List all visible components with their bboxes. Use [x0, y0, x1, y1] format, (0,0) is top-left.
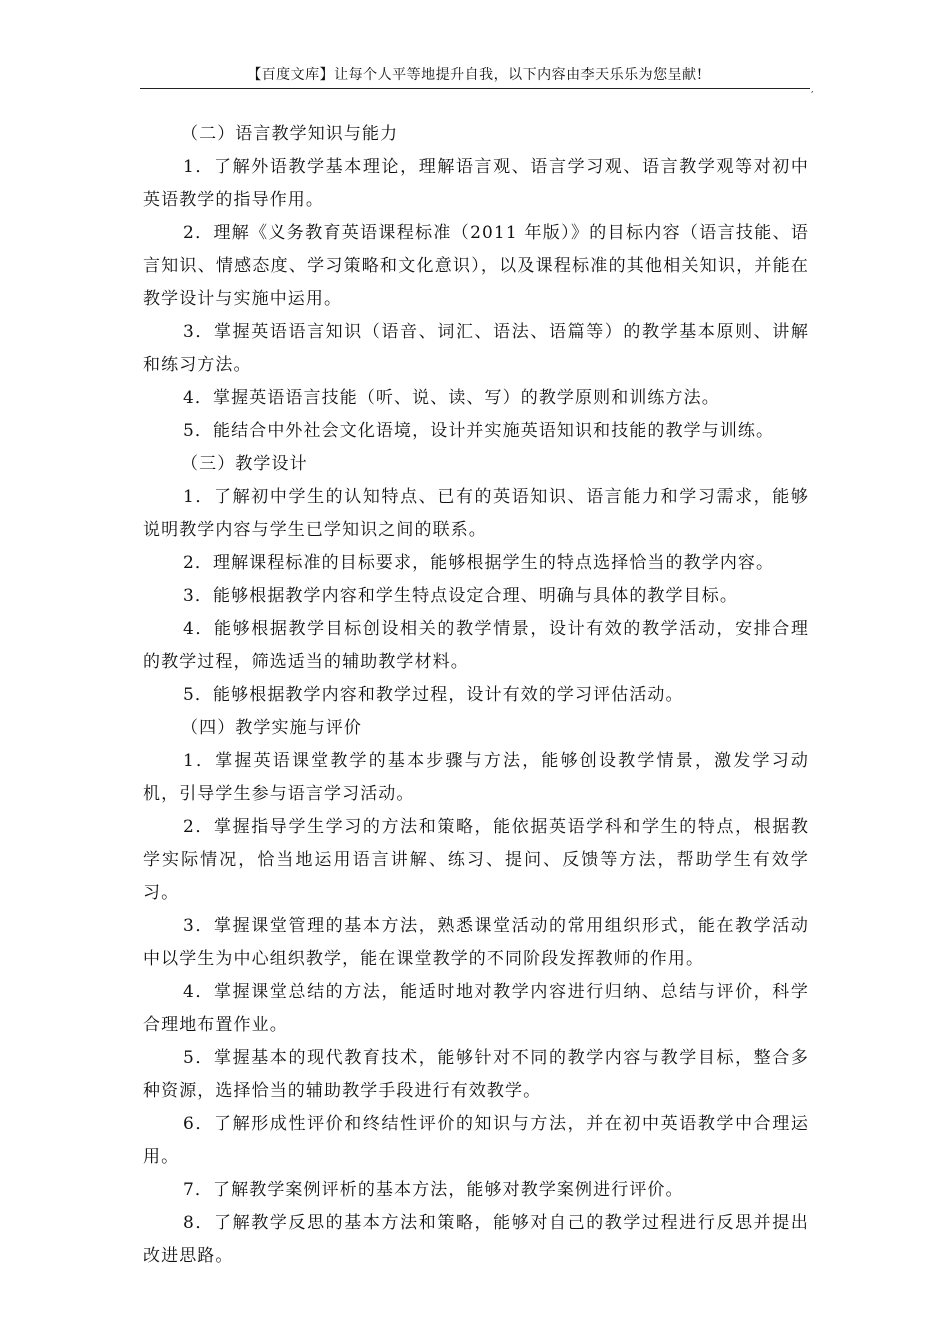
paragraph: 3．掌握课堂管理的基本方法，熟悉课堂活动的常用组织形式，能在教学活动中以学生为中心组织教学，能在课堂教学的不同阶段发挥教师的作用。	[143, 916, 809, 969]
paragraph: 4．掌握课堂总结的方法，能适时地对教学内容进行归纳、总结与评价，科学合理地布置作业。	[143, 982, 809, 1035]
paragraph: 2．理解《义务教育英语课程标准（2011 年版）》的目标内容（语言技能、语言知识、情感态度、学习策略和文化意识），以及课程标准的其他相关知识，并能在教学设计与实施中运用。	[143, 223, 809, 309]
paragraph: 5．能结合中外社会文化语境，设计并实施英语知识和技能的教学与训练。	[183, 421, 775, 441]
paragraph: 7．了解教学案例评析的基本方法，能够对教学案例进行评价。	[183, 1180, 684, 1200]
paragraph: 1．了解初中学生的认知特点、已有的英语知识、语言能力和学习需求，能够说明教学内容与学生已学知识之间的联系。	[143, 487, 809, 540]
header-divider	[140, 88, 810, 89]
section-heading: （二）语言教学知识与能力	[181, 124, 399, 144]
paragraph: 8．了解教学反思的基本方法和策略，能够对自己的教学过程进行反思并提出改进思路。	[143, 1213, 809, 1266]
section-heading: （四）教学实施与评价	[181, 718, 362, 738]
document-body	[143, 118, 809, 1273]
paragraph: 1．了解外语教学基本理论，理解语言观、语言学习观、语言教学观等对初中英语教学的指导作用。	[143, 157, 809, 210]
paragraph: 1．掌握英语课堂教学的基本步骤与方法，能够创设教学情景，激发学习动机，引导学生参与语言学习活动。	[143, 751, 809, 804]
page-header: 【百度文库】让每个人平等地提升自我，以下内容由李天乐乐为您呈献!	[247, 67, 703, 83]
header-mark: ,	[811, 85, 814, 94]
paragraph: 3．能够根据教学内容和学生特点设定合理、明确与具体的教学目标。	[183, 586, 738, 606]
paragraph: 5．掌握基本的现代教育技术，能够针对不同的教学内容与教学目标，整合多种资源，选择恰当的辅助教学手段进行有效教学。	[143, 1048, 809, 1101]
paragraph: 4．能够根据教学目标创设相关的教学情景，设计有效的教学活动，安排合理的教学过程，筛选适当的辅助教学材料。	[143, 619, 809, 672]
section-heading: （三）教学设计	[181, 454, 308, 474]
paragraph: 6．了解形成性评价和终结性评价的知识与方法，并在初中英语教学中合理运用。	[143, 1114, 809, 1167]
paragraph: 2．掌握指导学生学习的方法和策略，能依据英语学科和学生的特点，根据教学实际情况，恰当地运用语言讲解、练习、提问、反馈等方法，帮助学生有效学习。	[143, 817, 809, 903]
paragraph: 3．掌握英语语言知识（语音、词汇、语法、语篇等）的教学基本原则、讲解和练习方法。	[143, 322, 809, 375]
paragraph: 5．能够根据教学内容和教学过程，设计有效的学习评估活动。	[183, 685, 684, 705]
paragraph: 2．理解课程标准的目标要求，能够根据学生的特点选择恰当的教学内容。	[183, 553, 775, 573]
paragraph: 4．掌握英语语言技能（听、说、读、写）的教学原则和训练方法。	[183, 388, 720, 408]
